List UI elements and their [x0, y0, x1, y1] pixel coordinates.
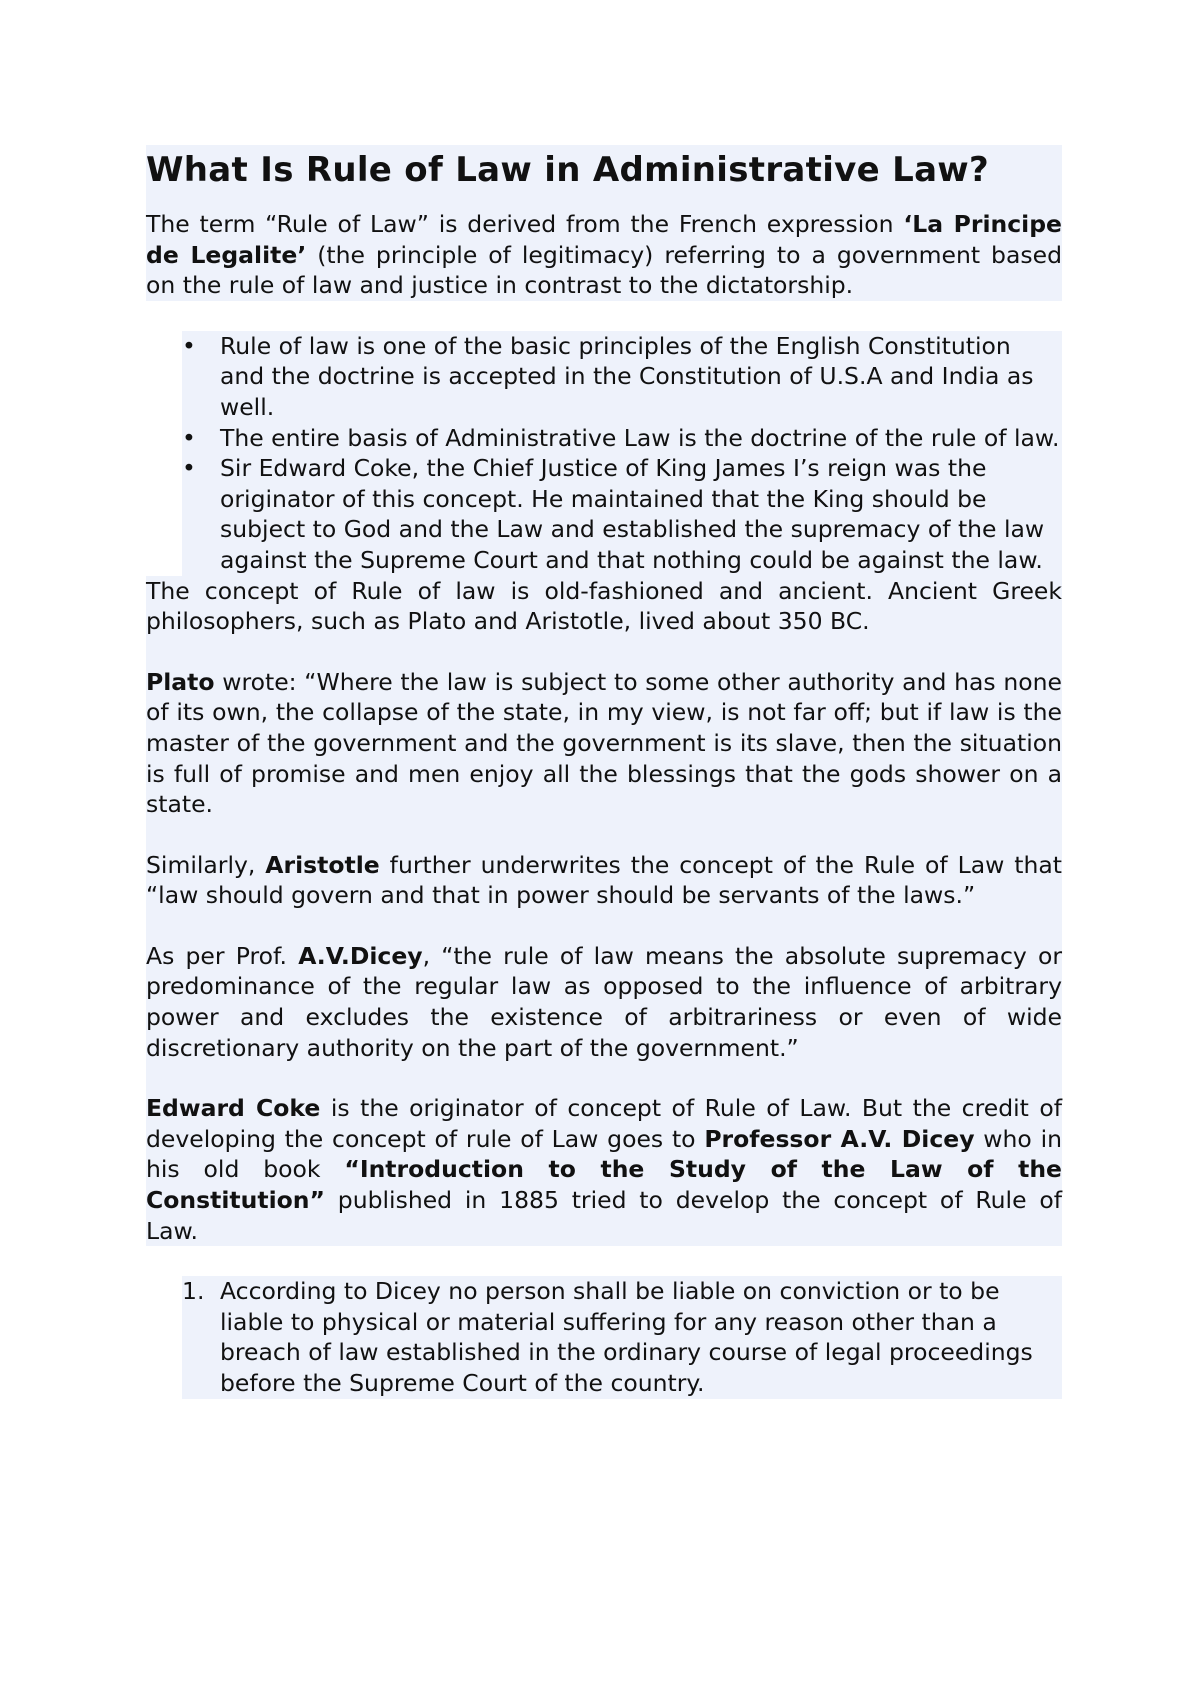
aristotle-name: Aristotle — [265, 850, 380, 879]
intro-french-term: ‘La Principe de Legalite’ — [146, 210, 1062, 269]
coke-paragraph — [146, 1093, 1062, 1246]
list-item — [146, 423, 1062, 454]
bullet-list-block — [146, 331, 1062, 576]
list-item — [146, 1276, 1062, 1398]
bullet-marker: • — [182, 454, 196, 483]
plato-name: Plato — [146, 667, 215, 696]
dicey-lead: As per Prof. — [146, 941, 299, 970]
plato-text: wrote: “Where the law is subject to some other authority and has none of its own, the collapse of the state, in my view, is not far off; but if law is the master of the government and the government is its slave, then the situation is full of promise and men enjoy all the blessings that the gods shower on a state. — [146, 667, 1062, 819]
number-marker: 1. — [182, 1277, 205, 1306]
plato-paragraph — [146, 667, 1062, 820]
coke-name: Edward Coke — [146, 1094, 321, 1123]
aristotle-text: further underwrites the concept of the Rule of Law that “law should govern and that in power should be servants of the laws.” — [146, 850, 1062, 910]
list-item-text: According to Dicey no person shall be liable on conviction or to be liable to physical or material suffering for any reason other than a breach of law established in the ordinary course of legal proceedings before the Supreme Court of the country. — [220, 1277, 1033, 1397]
coke-text-3: published in 1885 tried to develop the concept of Rule of Law. — [146, 1186, 1062, 1245]
spacer — [146, 911, 1062, 941]
ancient-paragraph: The concept of Rule of law is old-fashioned and ancient. Ancient Greek philosophers, such as Plato and Aristotle, lived about 350 BC. — [146, 576, 1062, 636]
bullet-marker: • — [182, 331, 196, 360]
spacer — [146, 637, 1062, 667]
spacer — [146, 1246, 1062, 1276]
intro-text-2: (the principle of legitimacy) referring to a government based on the rule of law and justice in contrast to the dictatorship. — [146, 240, 1062, 300]
dicey-paragraph — [146, 941, 1062, 1063]
bullet-list — [146, 331, 1062, 576]
dicey-name: A.V.Dicey — [298, 941, 423, 970]
intro-text-1: The term “Rule of Law” is derived from the French expression — [146, 210, 904, 238]
intro-paragraph — [146, 209, 1062, 301]
spacer — [146, 820, 1062, 850]
numbered-list — [146, 1276, 1062, 1398]
bullet-marker: • — [182, 423, 196, 452]
list-item-text: Rule of law is one of the basic principles of the English Constitution and the doctrine is accepted in the Constitution of U.S.A and India as well. — [220, 331, 1034, 421]
dicey-text: , “the rule of law means the absolute supremacy or predominance of the regular law as opposed to the influence of arbitrary power and excludes the existence of arbitrariness or even of wide discretionary authority on the part of the government.” — [146, 941, 1062, 1062]
coke-book-title: “Introduction to the Study of the Law of the Constitution” — [146, 1155, 1062, 1215]
list-item — [146, 453, 1062, 575]
document-title: What Is Rule of Law in Administrative Law? — [146, 145, 1062, 195]
aristotle-lead: Similarly, — [146, 850, 266, 879]
spacer — [146, 301, 1062, 331]
list-item-text: The entire basis of Administrative Law is the doctrine of the rule of law. — [220, 423, 1060, 452]
coke-text-1: is the originator of concept of Rule of Law. But the credit of developing the concept of rule of Law goes to — [146, 1094, 1062, 1153]
coke-text-2: who in his old book — [146, 1124, 1063, 1184]
spacer — [146, 195, 1062, 209]
numbered-list-block — [146, 1276, 1062, 1398]
spacer — [146, 1063, 1062, 1093]
list-item-text: Sir Edward Coke, the Chief Justice of King James I’s reign was the originator of this concept. He maintained that the King should be subject to God and the Law and established the supremacy of the law against the Supreme Court and that nothing could be against the law. — [220, 454, 1045, 574]
coke-dicey-name: Professor A.V. Dicey — [704, 1124, 975, 1153]
aristotle-paragraph — [146, 850, 1062, 911]
list-item — [146, 331, 1062, 423]
document-body — [146, 145, 1062, 1399]
